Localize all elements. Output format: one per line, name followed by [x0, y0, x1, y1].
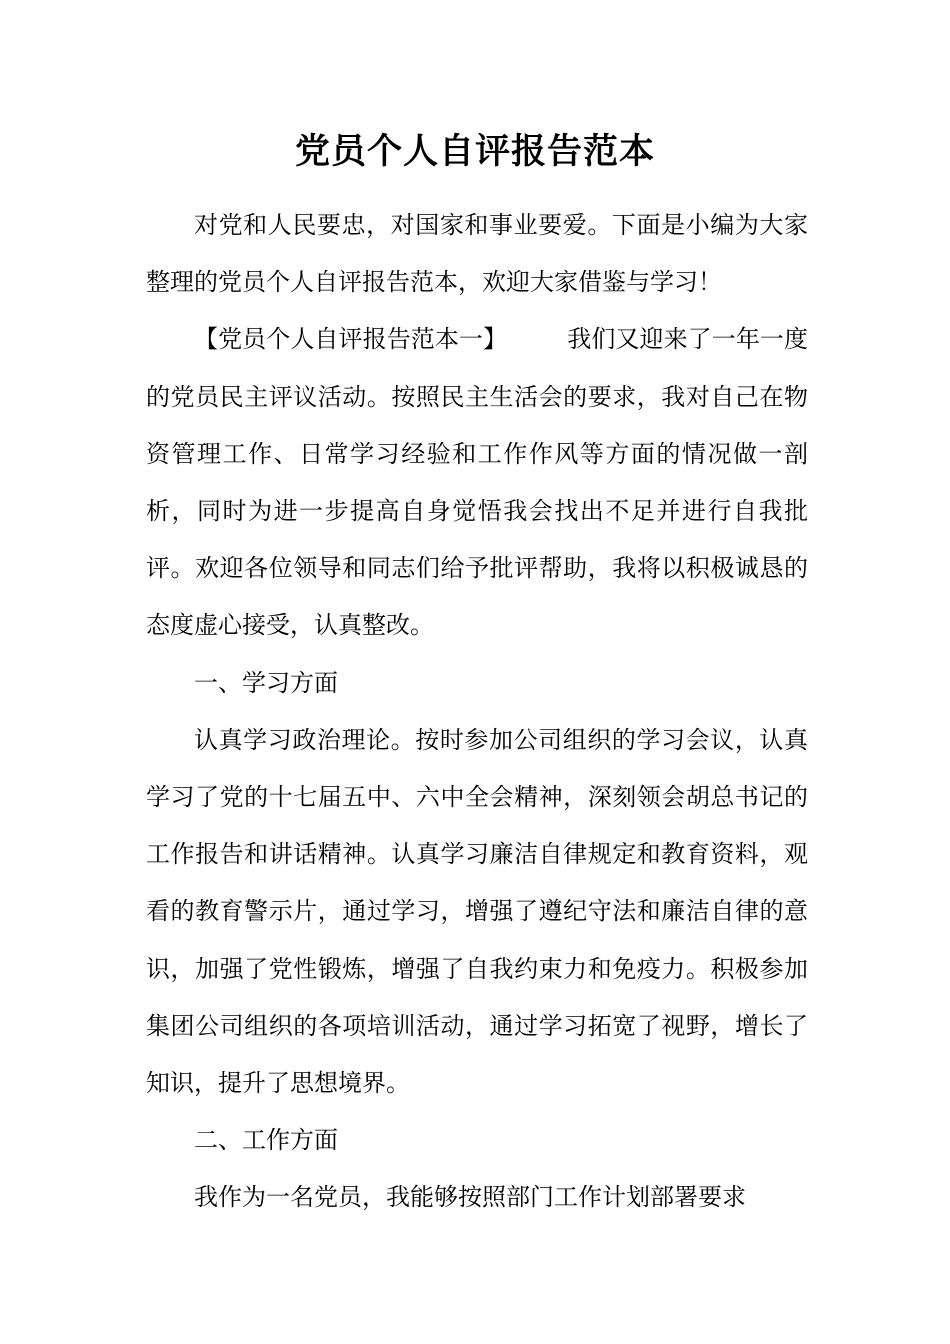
sample-opening: 我们又迎来了一年一度的党员民主评议活动。按照民主生活会的要求，我对自己在物资管理工作、日常学习经验和工作作风等方面的情况做一剖析，同时为进一步提高自身觉悟我会找出不足并进行自我批评。欢迎各位领导和同志们给予批评帮助，我将以积极诚恳的态度虚心接受，认真整改。	[146, 325, 809, 640]
sample-paragraph	[146, 311, 808, 654]
document-title: 党员个人自评报告范本	[294, 132, 655, 172]
document-body	[146, 197, 808, 1227]
section2-heading: 二、工作方面	[194, 1126, 338, 1155]
section1-paragraph: 认真学习政治理论。按时参加公司组织的学习会议，认真学习了党的十七届五中、六中全会精神，深刻领会胡总书记的工作报告和讲话精神。认真学习廉洁自律规定和教育资料，观看的教育警示片，通过学习，增强了遵纪守法和廉洁自律的意识，加强了党性锻炼，增强了自我约束力和免疫力。积极参加集团公司组织的各项培训活动，通过学习拓宽了视野，增长了知识，提升了思想境界。	[146, 725, 808, 1098]
section2-paragraph: 我作为一名党员，我能够按照部门工作计划部署要求	[194, 1183, 746, 1212]
section1-heading: 一、学习方面	[194, 668, 338, 697]
sample-heading: 【党员个人自评报告范本一】	[194, 325, 508, 354]
intro-paragraph: 对党和人民要忠，对国家和事业要爱。下面是小编为大家整理的党员个人自评报告范本，欢迎大家借鉴与学习！	[146, 211, 808, 297]
